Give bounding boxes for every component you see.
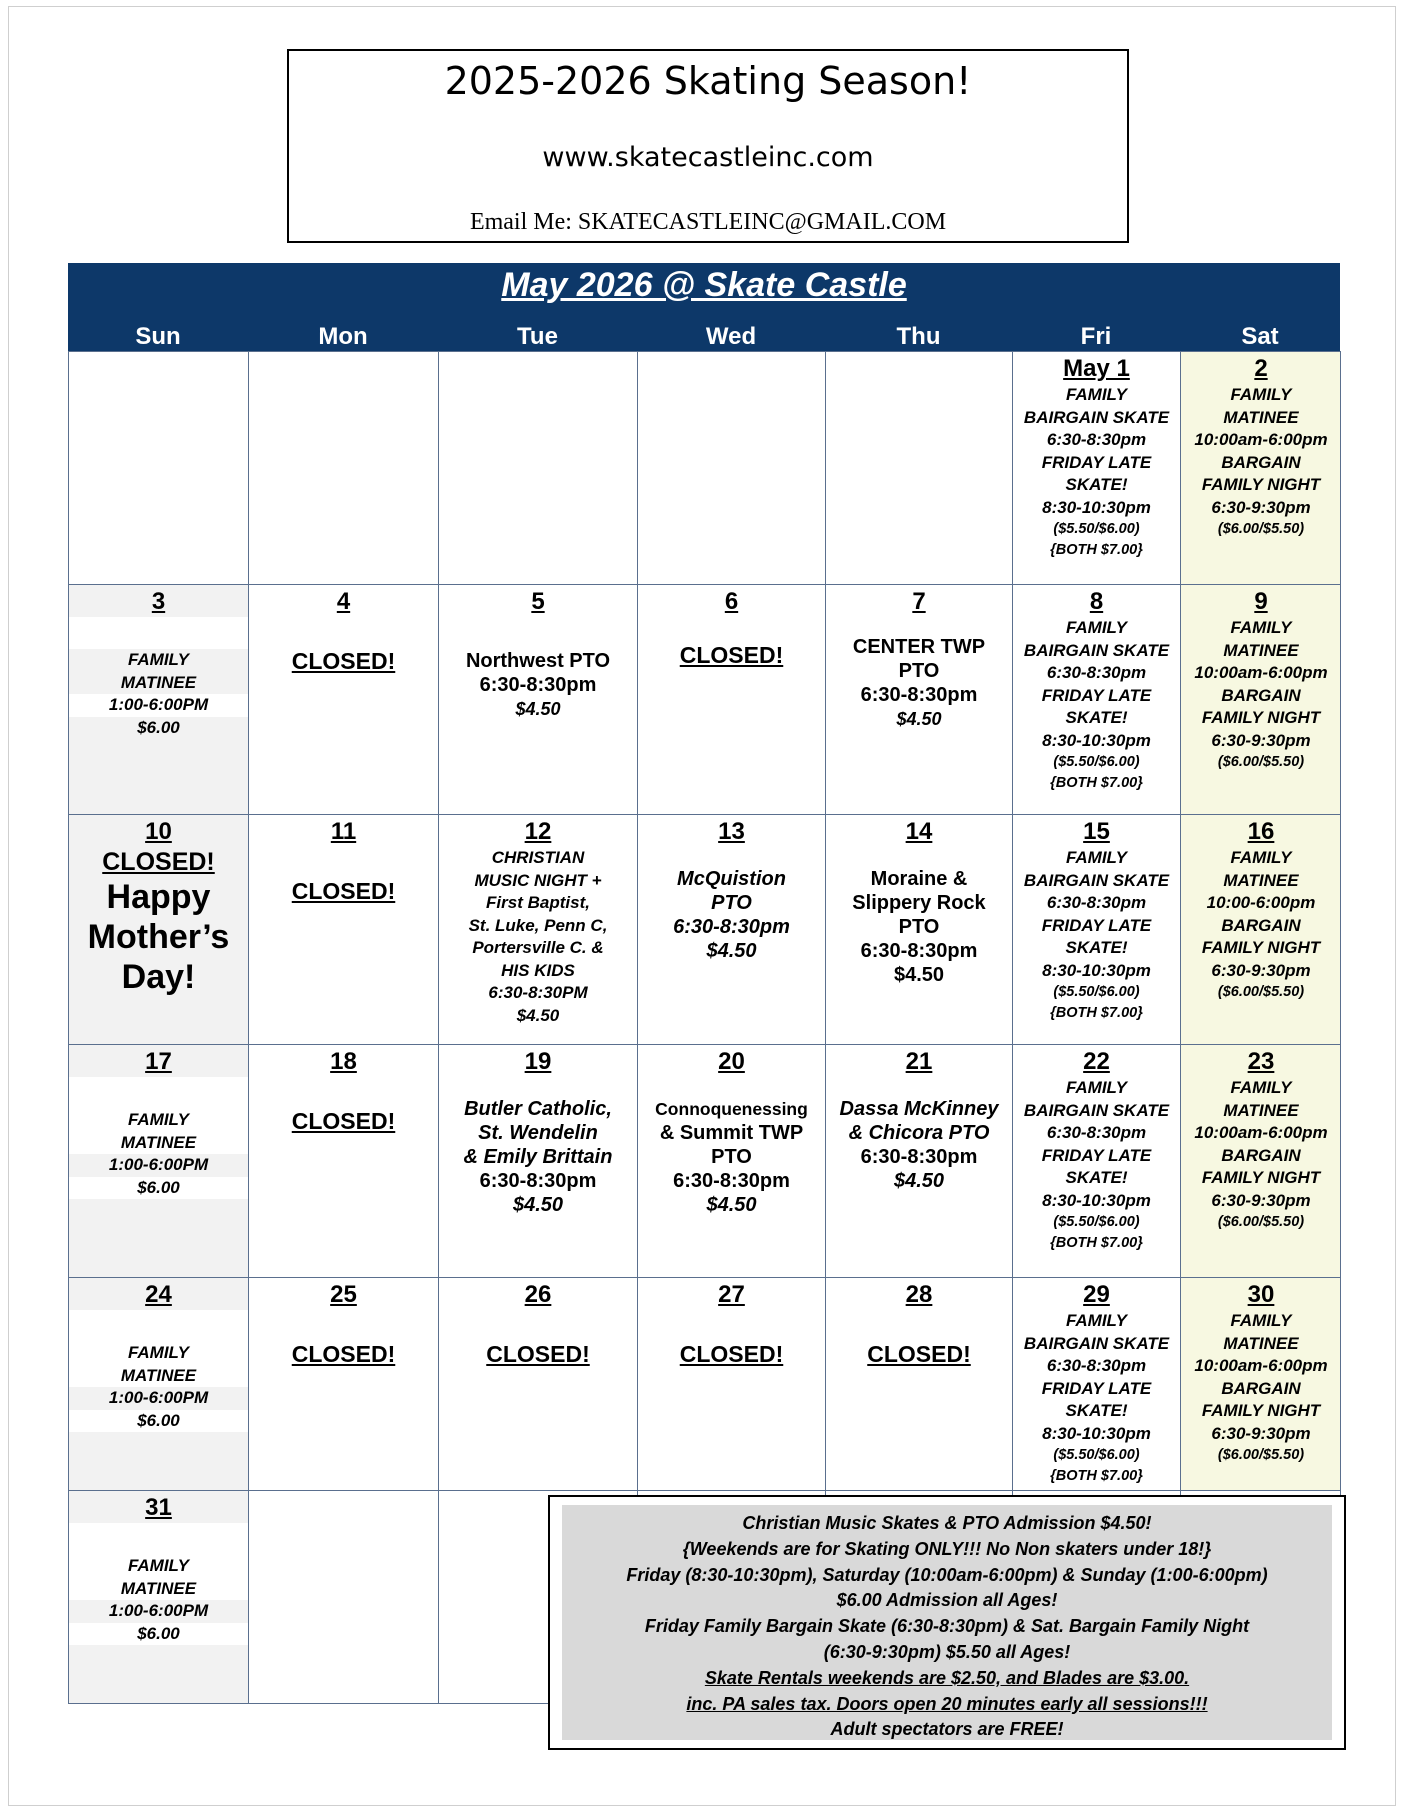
- event-text: FAMILY: [69, 1109, 248, 1132]
- event-text: BAIRGAIN SKATE: [1023, 1333, 1170, 1353]
- event-time: 8:30-10:30pm: [1042, 1423, 1151, 1443]
- day-cell-6[interactable]: [637, 584, 825, 814]
- event-text: FAMILY: [1230, 1078, 1292, 1097]
- weekday-fri: Fri: [1080, 323, 1112, 350]
- event-price: ($5.50/$6.00): [1053, 984, 1140, 1000]
- season-header: [287, 49, 1129, 243]
- calendar-header: [68, 263, 1340, 351]
- event-text: MATINEE: [1223, 407, 1299, 427]
- event-time: 10:00am-6:00pm: [1194, 1123, 1328, 1142]
- closed-label: CLOSED!: [102, 848, 215, 876]
- day-number: 6: [724, 588, 739, 615]
- event-time: 6:30-9:30pm: [1211, 497, 1311, 517]
- event-time: 10:00am-6:00pm: [1194, 430, 1328, 449]
- event-price: $6.00: [69, 1177, 248, 1200]
- day-number: May 1: [1063, 355, 1130, 382]
- day-cell-8[interactable]: [1012, 584, 1180, 814]
- day-cell-30[interactable]: [1180, 1277, 1341, 1490]
- event-price: $4.50: [516, 1005, 560, 1025]
- season-title: 2025-2026 Skating Season!: [444, 59, 972, 103]
- event-text: BARGAIN: [1221, 1378, 1301, 1398]
- event-text: FAMILY: [1230, 1311, 1292, 1330]
- day-number: 29: [1083, 1281, 1110, 1308]
- event-text: FRIDAY LATE: [1041, 915, 1152, 935]
- day-number: 8: [1089, 588, 1104, 615]
- event-price: $4.50: [706, 940, 757, 962]
- day-cell-16[interactable]: [1180, 814, 1341, 1044]
- day-number: 17: [145, 1048, 172, 1075]
- event-text: BARGAIN: [1221, 1145, 1301, 1165]
- event-text: BARGAIN: [1221, 915, 1301, 935]
- event-time: 8:30-10:30pm: [1042, 497, 1151, 517]
- event-price: ($5.50/$6.00): [1053, 754, 1140, 770]
- event-text: Dassa McKinney: [839, 1098, 999, 1120]
- day-number: 15: [1083, 818, 1110, 845]
- event-price: $4.50: [896, 709, 942, 729]
- closed-label: CLOSED!: [867, 1341, 971, 1367]
- day-number: 18: [330, 1048, 357, 1075]
- day-cell-27[interactable]: [637, 1277, 825, 1490]
- day-number: 20: [718, 1048, 745, 1075]
- weekday-wed: Wed: [705, 323, 757, 350]
- event-text: Moraine &: [870, 868, 968, 890]
- day-number: 30: [1247, 1281, 1275, 1308]
- mothers-day-text: Day!: [121, 958, 196, 996]
- event-text: FAMILY: [1065, 385, 1128, 404]
- empty-cell: [68, 351, 248, 584]
- day-number: 13: [718, 818, 745, 845]
- day-number: 12: [524, 818, 552, 845]
- event-text: Portersville C. &: [472, 938, 604, 957]
- closed-label: CLOSED!: [291, 1341, 396, 1367]
- event-time: 1:00-6:00PM: [69, 694, 248, 717]
- event-price: {BOTH $7.00}: [1050, 775, 1143, 791]
- event-text: MATINEE: [1223, 870, 1299, 890]
- day-cell-26[interactable]: [438, 1277, 637, 1490]
- event-text: St. Luke, Penn C,: [468, 915, 608, 935]
- event-time: 6:30-9:30pm: [1211, 960, 1311, 980]
- event-text: BARGAIN: [1221, 452, 1301, 472]
- day-number: 23: [1247, 1048, 1275, 1075]
- day-number: 9: [1254, 588, 1268, 615]
- event-time: 6:30-8:30PM: [488, 983, 588, 1002]
- event-text: FAMILY NIGHT: [1201, 1168, 1321, 1187]
- day-cell-11[interactable]: [248, 814, 438, 1044]
- day-cell-29[interactable]: [1012, 1277, 1180, 1490]
- event-text: MATINEE: [69, 1578, 248, 1601]
- day-cell-21[interactable]: [825, 1044, 1012, 1277]
- event-time: 6:30-8:30pm: [1046, 1356, 1147, 1375]
- day-cell-31[interactable]: [68, 1490, 248, 1704]
- event-text: Slippery Rock: [852, 892, 986, 914]
- event-text: BARGAIN: [1221, 685, 1301, 705]
- event-text: MATINEE: [120, 672, 197, 692]
- event-text: FAMILY NIGHT: [1201, 708, 1321, 727]
- event-text: St. Wendelin: [478, 1122, 598, 1144]
- day-cell-20[interactable]: [637, 1044, 825, 1277]
- info-line: (6:30-9:30pm) $5.50 all Ages!: [823, 1641, 1071, 1662]
- event-time: 10:00am-6:00pm: [1194, 663, 1328, 682]
- day-number: 7: [912, 588, 926, 615]
- event-time: 6:30-8:30pm: [673, 1170, 790, 1192]
- day-number: 26: [524, 1281, 552, 1308]
- event-price: $4.50: [893, 964, 945, 986]
- day-cell-25[interactable]: [248, 1277, 438, 1490]
- day-cell-19[interactable]: [438, 1044, 637, 1277]
- event-time: 8:30-10:30pm: [1042, 960, 1151, 980]
- event-text: CENTER TWP: [852, 636, 986, 658]
- day-number: 27: [718, 1281, 745, 1308]
- day-number: 5: [531, 588, 545, 615]
- event-text: BAIRGAIN SKATE: [1023, 640, 1170, 660]
- event-text: First Baptist,: [486, 893, 590, 912]
- event-text: CHRISTIAN: [491, 848, 585, 867]
- info-line: Friday (8:30-10:30pm), Saturday (10:00am-6:00pm) & Sunday (1:00-6:00pm): [626, 1564, 1268, 1585]
- event-text: FAMILY: [1065, 1311, 1128, 1330]
- day-number: 2: [1254, 355, 1268, 382]
- day-number: 11: [330, 818, 357, 845]
- event-price: ($6.00/$5.50): [1217, 984, 1305, 1000]
- closed-label: CLOSED!: [679, 1341, 784, 1367]
- event-time: 6:30-8:30pm: [1046, 893, 1147, 912]
- event-text: PTO: [898, 660, 940, 682]
- event-text: SKATE!: [1065, 708, 1128, 727]
- event-text: FAMILY: [1230, 618, 1292, 637]
- weekday-thu: Thu: [896, 323, 941, 350]
- event-text: MUSIC NIGHT +: [474, 870, 602, 890]
- event-price: {BOTH $7.00}: [1050, 1235, 1143, 1251]
- event-text: BAIRGAIN SKATE: [1023, 1100, 1170, 1120]
- event-text: SKATE!: [1065, 1168, 1128, 1187]
- weekday-sun: Sun: [135, 323, 181, 350]
- info-line: Adult spectators are FREE!: [830, 1719, 1064, 1740]
- event-price: ($6.00/$5.50): [1217, 1447, 1305, 1463]
- day-number: 19: [524, 1048, 552, 1075]
- event-text: SKATE!: [1065, 938, 1128, 957]
- day-number: 3: [151, 588, 166, 615]
- day-number: 10: [145, 818, 172, 845]
- event-time: 6:30-8:30pm: [860, 940, 978, 962]
- info-line: Christian Music Skates & PTO Admission $4.50!: [742, 1513, 1152, 1533]
- day-cell-9[interactable]: [1180, 584, 1341, 814]
- event-text: FAMILY: [69, 1555, 248, 1578]
- day-cell-23[interactable]: [1180, 1044, 1341, 1277]
- closed-label: CLOSED!: [291, 878, 396, 904]
- day-number: 24: [145, 1281, 172, 1308]
- event-text: PTO: [898, 916, 940, 938]
- event-text: FRIDAY LATE: [1041, 685, 1152, 705]
- info-line: Friday Family Bargain Skate (6:30-8:30pm) & Sat. Bargain Family Night: [644, 1616, 1250, 1637]
- email-contact[interactable]: Email Me: SKATECASTLEINC@GMAIL.COM: [469, 209, 947, 235]
- calendar-title: May 2026 @ Skate Castle: [501, 266, 907, 304]
- event-text: FAMILY NIGHT: [1201, 475, 1321, 494]
- day-number: 4: [336, 588, 351, 615]
- event-price: {BOTH $7.00}: [1050, 1468, 1143, 1484]
- event-price: ($5.50/$6.00): [1053, 1214, 1140, 1230]
- day-cell-12[interactable]: [438, 814, 637, 1044]
- closed-label: CLOSED!: [291, 1108, 396, 1134]
- info-line: inc. PA sales tax. Doors open 20 minutes early all sessions!!!: [686, 1693, 1208, 1714]
- event-time: 6:30-9:30pm: [1211, 730, 1311, 750]
- event-text: MATINEE: [69, 1132, 248, 1155]
- event-text: SKATE!: [1065, 475, 1128, 494]
- event-text: PTO: [711, 892, 752, 914]
- event-price: ($5.50/$6.00): [1053, 1447, 1140, 1463]
- event-text: FRIDAY LATE: [1041, 1378, 1152, 1398]
- day-cell-22[interactable]: [1012, 1044, 1180, 1277]
- day-cell-28[interactable]: [825, 1277, 1012, 1490]
- day-number: 31: [145, 1494, 172, 1521]
- event-price: $4.50: [512, 1194, 564, 1216]
- empty-cell: [438, 351, 637, 584]
- event-time: 1:00-6:00PM: [108, 1601, 209, 1620]
- closed-label: CLOSED!: [291, 648, 396, 674]
- day-number: 21: [905, 1048, 933, 1075]
- event-text: & Chicora PTO: [848, 1122, 990, 1144]
- event-text: FAMILY: [69, 1342, 248, 1365]
- day-cell-18[interactable]: [248, 1044, 438, 1277]
- event-text: & Summit TWP: [659, 1122, 804, 1144]
- event-time: 6:30-8:30pm: [1046, 1123, 1147, 1142]
- event-text: MATINEE: [1223, 640, 1299, 660]
- day-cell-15[interactable]: [1012, 814, 1180, 1044]
- event-text: HIS KIDS: [501, 960, 575, 980]
- day-cell-7[interactable]: [825, 584, 1012, 814]
- event-text: FAMILY: [1065, 1078, 1128, 1097]
- day-cell-2[interactable]: [1180, 351, 1341, 584]
- event-text: FAMILY: [1230, 385, 1292, 404]
- mothers-day-text: Mother’s: [87, 918, 230, 956]
- day-cell-14[interactable]: [825, 814, 1012, 1044]
- event-text: MATINEE: [1223, 1100, 1299, 1120]
- event-price: $6.00: [137, 717, 180, 737]
- event-time: 10:00-6:00pm: [1206, 893, 1316, 912]
- info-line: Skate Rentals weekends are $2.50, and Blades are $3.00.: [704, 1667, 1190, 1688]
- event-text: FAMILY NIGHT: [1201, 938, 1321, 957]
- info-line: {Weekends are for Skating ONLY!!! No Non skaters under 18!}: [682, 1538, 1212, 1559]
- event-time: 1:00-6:00PM: [108, 1388, 209, 1407]
- event-price: ($6.00/$5.50): [1217, 1214, 1305, 1230]
- event-text: Butler Catholic,: [464, 1098, 612, 1120]
- event-time: 6:30-8:30pm: [860, 1146, 978, 1168]
- empty-cell: [637, 351, 825, 584]
- day-number: 14: [905, 818, 933, 845]
- closed-label: CLOSED!: [679, 642, 784, 668]
- closed-label: CLOSED!: [486, 1341, 590, 1367]
- empty-cell: [825, 351, 1012, 584]
- event-text: FAMILY: [1065, 848, 1128, 867]
- day-number: 22: [1083, 1048, 1110, 1075]
- event-text: BAIRGAIN SKATE: [1023, 407, 1170, 427]
- event-price: ($5.50/$6.00): [1053, 521, 1140, 537]
- mothers-day-text: Happy: [106, 878, 211, 916]
- event-text: Northwest PTO: [465, 650, 611, 672]
- day-cell-24[interactable]: [68, 1277, 248, 1490]
- event-time: 6:30-8:30pm: [479, 674, 597, 696]
- day-cell-3[interactable]: [68, 584, 248, 814]
- day-cell-17[interactable]: [68, 1044, 248, 1277]
- day-number: 25: [330, 1281, 357, 1308]
- event-text: BAIRGAIN SKATE: [1023, 870, 1170, 890]
- event-time: 6:30-8:30pm: [1046, 663, 1147, 682]
- event-time: 6:30-9:30pm: [1211, 1423, 1311, 1443]
- event-text: MATINEE: [1223, 1333, 1299, 1353]
- website-link[interactable]: www.skatecastleinc.com: [542, 142, 874, 173]
- empty-cell: [248, 1490, 438, 1704]
- info-line: $6.00 Admission all Ages!: [836, 1590, 1058, 1611]
- event-text: McQuistion: [677, 868, 786, 890]
- day-cell-10[interactable]: [68, 814, 248, 1044]
- event-price: ($6.00/$5.50): [1217, 754, 1305, 770]
- event-text: FAMILY: [1065, 618, 1128, 637]
- event-text: FAMILY: [127, 650, 190, 669]
- event-text: MATINEE: [69, 1365, 248, 1388]
- day-cell-4[interactable]: [248, 584, 438, 814]
- event-time: 1:00-6:00PM: [108, 1155, 209, 1174]
- event-text: Connoquenessing: [655, 1099, 808, 1119]
- event-text: FRIDAY LATE: [1041, 1145, 1152, 1165]
- event-text: FAMILY NIGHT: [1201, 1401, 1321, 1420]
- day-number: 28: [905, 1281, 933, 1308]
- event-time: 10:00am-6:00pm: [1194, 1356, 1328, 1375]
- event-price: {BOTH $7.00}: [1050, 542, 1143, 558]
- admission-info-box: [548, 1495, 1346, 1750]
- day-number: 16: [1247, 818, 1275, 845]
- event-time: 6:30-8:30pm: [1046, 430, 1147, 449]
- event-price: $4.50: [515, 699, 561, 719]
- event-price: $4.50: [893, 1170, 945, 1192]
- grid-right-border: [1340, 351, 1341, 1490]
- event-time: 8:30-10:30pm: [1042, 730, 1151, 750]
- day-cell-13[interactable]: [637, 814, 825, 1044]
- day-cell-5[interactable]: [438, 584, 637, 814]
- weekday-mon: Mon: [318, 323, 368, 350]
- event-price: ($6.00/$5.50): [1217, 521, 1305, 537]
- event-time: 6:30-8:30pm: [860, 684, 978, 706]
- event-price: $4.50: [706, 1194, 757, 1216]
- event-time: 6:30-8:30pm: [479, 1170, 597, 1192]
- event-price: $6.00: [69, 1623, 248, 1646]
- admission-info: [562, 1505, 1332, 1740]
- empty-cell: [248, 351, 438, 584]
- weekday-sat: Sat: [1241, 323, 1279, 350]
- day-cell-1[interactable]: [1012, 351, 1180, 584]
- event-text: FAMILY: [1230, 848, 1292, 867]
- event-text: SKATE!: [1065, 1401, 1128, 1420]
- event-time: 6:30-8:30pm: [673, 916, 790, 938]
- event-time: 8:30-10:30pm: [1042, 1190, 1151, 1210]
- event-price: $6.00: [69, 1410, 248, 1433]
- event-text: & Emily Brittain: [463, 1146, 613, 1168]
- event-text: PTO: [711, 1146, 752, 1168]
- event-time: 6:30-9:30pm: [1211, 1190, 1311, 1210]
- weekday-tue: Tue: [517, 323, 558, 350]
- event-text: FRIDAY LATE: [1041, 452, 1152, 472]
- event-price: {BOTH $7.00}: [1050, 1005, 1143, 1021]
